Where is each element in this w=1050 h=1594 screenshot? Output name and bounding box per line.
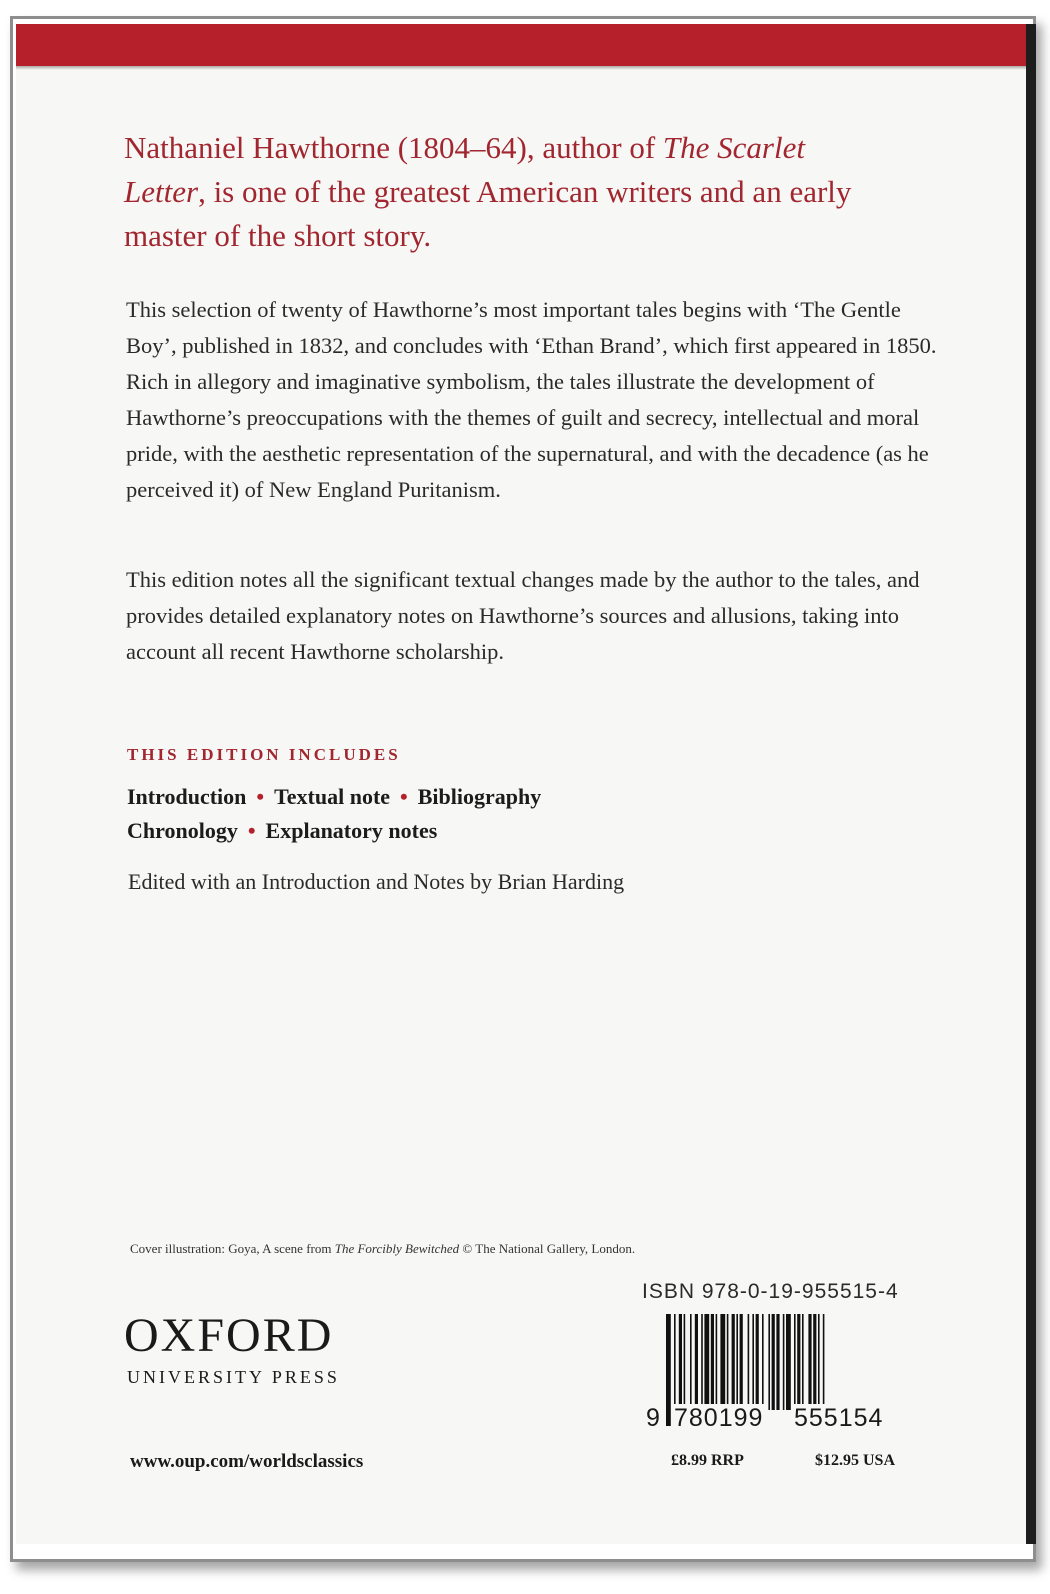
includes-item: Bibliography [417, 784, 542, 809]
barcode-bar [727, 1314, 729, 1410]
price-gbp: £8.99 RRP [671, 1452, 744, 1469]
barcode-bar [762, 1314, 764, 1410]
university-press-logo: UNIVERSITY PRESS [127, 1367, 340, 1387]
publisher-website: www.oup.com/worldsclassics [130, 1451, 364, 1472]
barcode-bar [772, 1314, 775, 1410]
cover-credit-title: The Forcibly Bewitched [334, 1241, 460, 1256]
price-usd: $12.95 USA [815, 1452, 896, 1469]
bullet-dot: • [256, 784, 265, 809]
includes-item: Explanatory notes [265, 818, 438, 843]
editor-note: Edited with an Introduction and Notes by Brian Harding [128, 869, 625, 894]
barcode-bar [818, 1314, 820, 1410]
blurb-lead-title: The Scarlet Letter [124, 130, 805, 209]
barcode-bar [711, 1314, 714, 1410]
includes-list [127, 780, 827, 848]
barcode-bar [797, 1314, 800, 1410]
barcode-bar [679, 1314, 682, 1410]
bullet-dot: • [247, 818, 256, 843]
blurb-lead-text-2: , is one of the greatest American writers and an early master of the short story. [124, 174, 852, 253]
back-cover [16, 24, 1036, 1544]
barcode-bar [704, 1314, 709, 1410]
barcode-digit-group-1: 780199 [674, 1404, 764, 1432]
barcode-bar [756, 1314, 759, 1410]
includes-item: Introduction [127, 784, 247, 809]
barcode-bar [666, 1314, 671, 1426]
oxford-logo: OXFORD [124, 1309, 334, 1362]
barcode-bar [720, 1314, 725, 1410]
barcode-bar [783, 1314, 785, 1410]
barcode-bar [684, 1314, 686, 1410]
blurb-lead [124, 126, 884, 258]
includes-heading: THIS EDITION INCLUDES [127, 745, 401, 764]
bullet-dot: • [400, 784, 408, 809]
barcode-digit-group-2: 555154 [794, 1404, 884, 1432]
barcode-bar [695, 1314, 698, 1410]
cover-credit-text-1: Cover illustration: Goya, A scene from [130, 1241, 335, 1256]
barcode-bar [802, 1314, 804, 1410]
barcode-bar [808, 1314, 811, 1410]
barcode-digit-first: 9 [646, 1404, 661, 1432]
barcode-bar [701, 1314, 703, 1410]
band-shadow [16, 66, 1026, 70]
barcode-bar [732, 1314, 735, 1410]
includes-line-2 [127, 814, 827, 848]
blurb-paragraph-2: This edition notes all the significant textual changes made by the author to the tales, and provides detailed explanatory notes on Hawthorne’s sources and allusions, taking into account all recent Hawthorne scholarship. [126, 567, 920, 664]
barcode-bar [716, 1314, 718, 1410]
includes-item: Textual note [274, 784, 391, 809]
cover-credit-text-2: © The National Gallery, London. [459, 1241, 636, 1256]
barcode-bar [794, 1314, 796, 1410]
barcode-bar [776, 1314, 779, 1410]
barcode-bar [768, 1314, 770, 1410]
barcode-bar [786, 1314, 791, 1410]
barcode-bar [813, 1314, 816, 1410]
red-top-band [16, 24, 1026, 66]
barcode-bar [690, 1314, 692, 1410]
includes-item: Chronology [127, 818, 238, 843]
barcode-bar [736, 1314, 738, 1410]
isbn-label: ISBN 978-0-19-955515-4 [642, 1280, 899, 1303]
blurb-lead-text-1: Nathaniel Hawthorne (1804–64), author of [124, 130, 663, 165]
blurb-paragraph-1: This selection of twenty of Hawthorne’s most important tales begins with ‘The Gentle Boy’, published in 1832, and concludes with ‘Ethan Brand’, which first appeared in 1850. Rich in allegory and imaginative symbolism, the tales illustrate the development of Hawthorne’s preoccupations with the themes of guilt and secrecy, intellectual and moral pride, with the aesthetic representation of the supernatural, and with the decadence (as he perceived it) of New England Puritanism. [126, 297, 937, 502]
cover-credit [130, 1241, 635, 1257]
includes-line-1 [127, 780, 827, 814]
barcode-bar [740, 1314, 743, 1410]
